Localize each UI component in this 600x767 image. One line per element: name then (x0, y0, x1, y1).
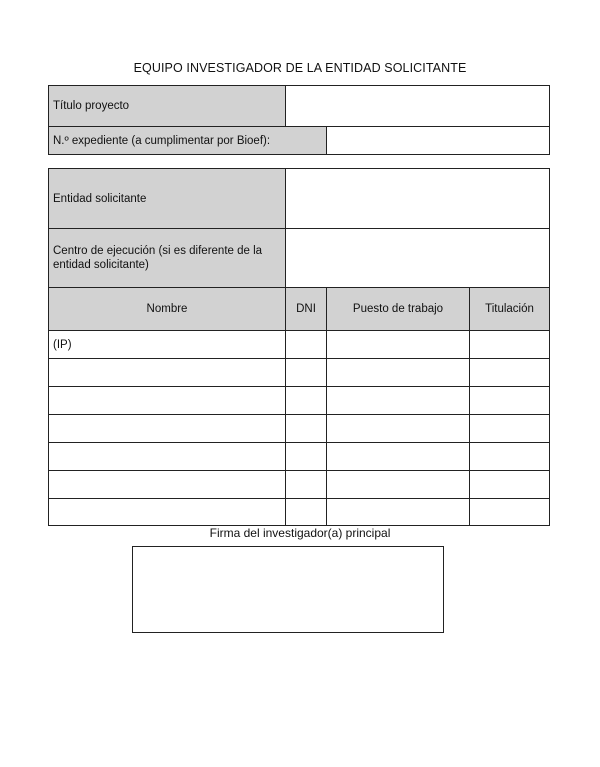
project-table-divider (285, 86, 286, 126)
centro-label: Centro de ejecución (si es diferente de la entidad solicitante) (49, 229, 285, 287)
column-divider (326, 287, 327, 525)
entidad-label: Entidad solicitante (49, 169, 285, 228)
cell-dni[interactable] (286, 443, 326, 470)
table-divider (285, 169, 286, 287)
cell-titulacion[interactable] (470, 499, 549, 525)
project-table (48, 85, 550, 155)
signature-box[interactable] (132, 546, 444, 633)
cell-puesto[interactable] (327, 359, 469, 386)
cell-nombre[interactable] (49, 443, 285, 470)
cell-puesto[interactable] (327, 331, 469, 358)
header-nombre: Nombre (49, 288, 285, 330)
cell-puesto[interactable] (327, 471, 469, 498)
header-dni: DNI (286, 288, 326, 330)
cell-puesto[interactable] (327, 387, 469, 414)
cell-nombre[interactable] (49, 471, 285, 498)
cell-titulacion[interactable] (470, 471, 549, 498)
team-table (48, 168, 550, 526)
cell-titulacion[interactable] (470, 331, 549, 358)
cell-nombre[interactable]: (IP) (53, 338, 72, 351)
cell-nombre[interactable] (49, 499, 285, 525)
cell-titulacion[interactable] (470, 415, 549, 442)
cell-dni[interactable] (286, 415, 326, 442)
centro-field[interactable] (286, 229, 549, 287)
cell-puesto[interactable] (327, 415, 469, 442)
column-divider (285, 287, 286, 525)
cell-titulacion[interactable] (470, 387, 549, 414)
column-divider (469, 287, 470, 525)
cell-titulacion[interactable] (470, 359, 549, 386)
cell-nombre[interactable] (49, 415, 285, 442)
header-titulacion: Titulación (470, 288, 549, 330)
cell-dni[interactable] (286, 359, 326, 386)
header-puesto: Puesto de trabajo (327, 288, 469, 330)
cell-dni[interactable] (286, 331, 326, 358)
cell-titulacion[interactable] (470, 443, 549, 470)
titulo-field[interactable] (286, 86, 549, 126)
document-title: EQUIPO INVESTIGADOR DE LA ENTIDAD SOLICITANTE (133, 61, 467, 75)
cell-dni[interactable] (286, 499, 326, 525)
cell-puesto[interactable] (327, 443, 469, 470)
cell-dni[interactable] (286, 387, 326, 414)
cell-dni[interactable] (286, 471, 326, 498)
signature-label: Firma del investigador(a) principal (209, 526, 391, 540)
cell-puesto[interactable] (327, 499, 469, 525)
cell-nombre[interactable] (49, 359, 285, 386)
project-table-divider (326, 126, 327, 154)
expediente-field[interactable] (327, 127, 549, 154)
titulo-label: Título proyecto (49, 86, 285, 126)
entidad-field[interactable] (286, 169, 549, 228)
cell-nombre[interactable] (49, 387, 285, 414)
expediente-label: N.º expediente (a cumplimentar por Bioef): (49, 127, 326, 154)
